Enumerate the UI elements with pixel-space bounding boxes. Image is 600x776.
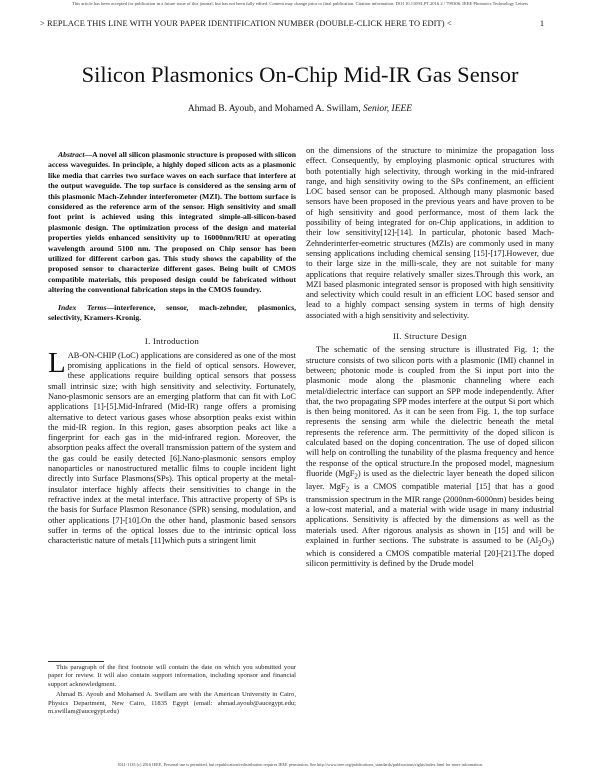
structure-text-4: O	[541, 536, 548, 546]
introduction-paragraph	[48, 346, 296, 547]
index-terms	[48, 303, 296, 324]
index-terms-text: —interference, sensor, mach-zehnder, plasmonics, selectivity, Kramers-Kronig.	[48, 302, 296, 323]
right-column	[306, 146, 554, 570]
copyright-notice: 1041-1135 (c) 2016 IEEE. Personal use is permitted, but republication/redistribution requires IEEE permission. See http://www.ieee.org/publications_standards/publications/rights/index.html for more information.	[117, 762, 483, 767]
subscript: 2	[538, 539, 542, 548]
journal-notice: This article has been accepted for publication in a future issue of this journal, but has not been fully edited. Content may change prior to final publication. Citation information: DOI 10.1109/LPT.2016.2 / 799306, IEEE Photonics Technology Letters	[71, 1, 529, 6]
paper-id-placeholder[interactable]: > REPLACE THIS LINE WITH YOUR PAPER IDENTIFICATION NUMBER (DOUBLE-CLICK HERE TO EDIT) <	[40, 19, 452, 28]
subscript: 2	[345, 485, 350, 494]
index-terms-label: Index Terms	[58, 302, 107, 312]
paper-authors	[0, 104, 600, 114]
paper-title: Silicon Plasmonics On-Chip Mid-IR Gas Sensor	[81, 62, 519, 87]
authors-role: Senior, IEEE	[363, 104, 413, 114]
footnote-paragraph-1: This paragraph of the first footnote will contain the date on which you submitted your paper for review. It will also contain support information, including sponsor and financial support acknowledgment.	[48, 664, 296, 688]
section-heading-introduction: I. Introduction	[144, 335, 200, 346]
structure-text-2: ) is used as the dielectric layer beneath the doped silicon layer. MgF	[306, 468, 555, 491]
left-column	[48, 150, 296, 546]
structure-text-3: is a CMOS compatible material [15] that has a good transmission spectrum in the MIR range (2000nm-6000nm) besides being a low-cost material, and a material with wide usage in many industrial applications. Sensitivity is affected by the dimensions as well as the materials used. After rigorous analysis as shown in [15] and will be explained in further sections. The substrate is assumed to be (Al	[306, 481, 554, 546]
introduction-text: AB-ON-CHIP (LoC) applications are considered as one of the most promising applications in the field of optical sensors. However, these applications require building optical sensors that possess small intrinsic size; with high sensitivity and selectivity. Fortunately, Nano-plasmonic sensors are an emerging platform that can fit with LoC applications [1]-[5].Mid-Infrared (Mid-IR) range offers a promising alternative to detect various gases whose absorption peaks exist within the mid-IR region. In this region, gases absorption peaks act like a fingerprint for each gas in the mid-infrared region. Moreover, the absorption peaks affect the overall transmission pattern of the system and the gas could be easily detected [6].Nano-plasmonic sensors employ nanoparticles or nanostructured metallic films to couple incident light directly into Surface Plasmons(SPs). This optical property at the metal-insulator interface highly affects their sensitivities to change in the refractive index at the metal interface. This attractive property of SPs is the basis for Surface Plasmon Resonance (SPR) sensing, modulation, and other applications [7]-[10].On the other hand, plasmonic based sensors suffer in terms of the optical losses due to the intrinsic optical loss characteristic nature of metals [11]which puts a stringent limit	[48, 350, 296, 546]
page-number: 1	[539, 19, 544, 28]
structure-text-5: ) which is considered a CMOS compatible material [20]-[21].The doped silicon permittivity is defined by the Drude model	[306, 536, 554, 569]
abstract-label: Abstract	[58, 150, 85, 159]
abstract-text: —A novel all silicon plasmonic structure is proposed with silicon access waveguides. In principle, a highly doped silicon acts as a plasmonic like media that carries two surface waves on each surface that interfere at the output waveguide. The top surface is considered as the sensing arm of this plasmonic Mach-Zehnder interferometer (MZI). The bottom surface is considered as the reference arm of the sensor. High sensitivity and small foot print is achieved using this integrated simple-all-silicon-based plasmonic design. The optimization process of the design and material properties yields enhanced sensitivity up to 16000nm/RIU at operating wavelength around 5100 nm. The proposed on Chip sensor has been utilized for different carbon gas. This study shows the capability of the proposed sensor to characterize different gases. Being built of CMOS compatible materials, this proposed design could be fabricated without altering the conventional fabrication steps in the CMOS foundry.	[48, 150, 296, 295]
authors-names: Ahmad B. Ayoub, and Mohamed A. Swillam,	[187, 104, 364, 114]
drop-cap: L	[48, 346, 66, 379]
footnote-paragraph-2: Ahmad B. Ayoub and Mohamed A. Swillam are with the American University in Cairo, Physics Department, New Cairo, 11835 Egypt (email: ahmad.ayoub@aucegypt.edu; m.swillam@aucegypt.edu)	[48, 691, 296, 716]
structure-text-1: The schematic of the sensing structure is illustrated Fig. 1; the structure consists of two silicon ports with a plasmonic (IMI) channel in between; photonic mode is coupled from the Si input port into the plasmonic mode along the plasmonic channeling where each metal/dielectric interface can support an SPP mode independently. After that, the two propagating SPP modes interfere at the output Si port which is then being monitored. As it can be seen from Fig. 1, the top surface represents the sensing arm while the dielectric beneath the metal represents the reference arm. The permittivity of the doped silicon is calculated based on the doping concentration. The use of doped silicon will help on controlling the tunability of the plasma frequency and hence the response of the optical structure.In the proposed model, magnesium fluoride (MgF	[306, 345, 554, 478]
section-heading-structure-design: II. Structure Design	[392, 331, 467, 342]
subscript: 3	[547, 539, 552, 548]
footnote	[48, 664, 296, 718]
abstract	[48, 150, 296, 296]
subscript: 2	[354, 472, 358, 481]
footnote-rule	[48, 661, 104, 662]
structure-design-paragraph	[306, 345, 554, 569]
introduction-continued: on the dimensions of the structure to minimize the propagation loss effect. Consequently, by employing plasmonic optical structures with both potentially high selectivity, through working in the mid-infrared range, and high sensitivity owing to the SPs confinement, an efficient LOC based sensor can be proposed. Although many plasmonic based sensors have been proposed in the previous years and have proven to be of high sensitivity and good performance, most of them lack the possibility of being integrated for on-Chip applications, in addition to their low sensitivity[12]-[14]. In particular, photonic based Mach-Zehnderinterfer-eometric structures (MZIs) are commonly used in many sensing applications including chemical sensing [15]-[17].However, due to their large size in the milli-scale, they are not suitable for many applications that require relatively smaller sizes.Through this work, an MZI based plasmonic integrated sensor is proposed with high sensitivity and selectivity which could result in an efficient LOC based sensor and lead to a highly compact sensing system in terms of high density associated with a high sensitivity and selectivity.	[306, 146, 554, 320]
